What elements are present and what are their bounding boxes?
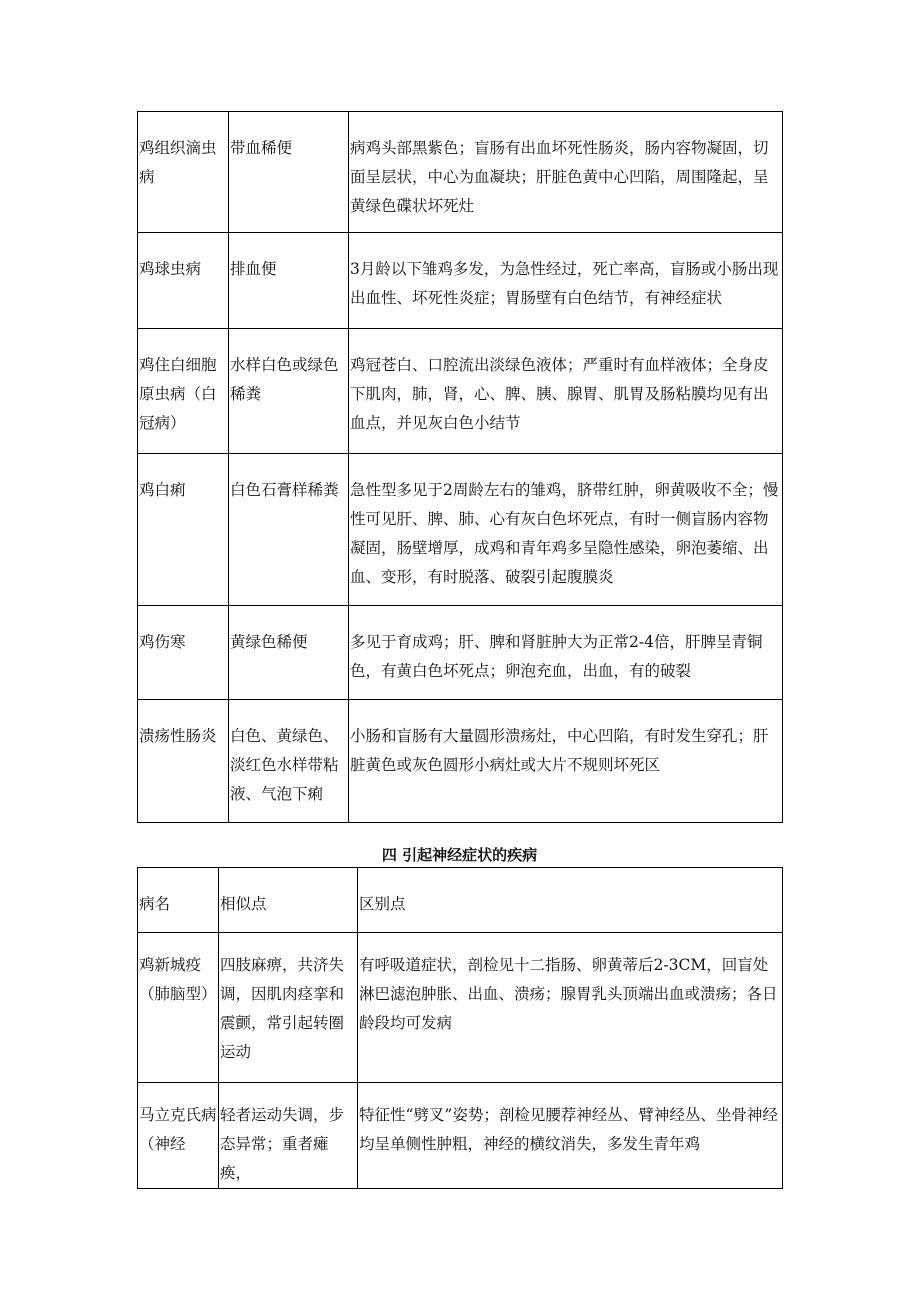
disease-name-cell: 鸡伤寒: [138, 606, 229, 700]
diarrhea-diseases-table: [137, 111, 783, 823]
table-row: [138, 233, 783, 329]
table-header-row: [138, 868, 783, 933]
table-row: [138, 329, 783, 454]
disease-name-cell: 溃疡性肠炎: [138, 700, 229, 823]
similarity-cell: 黄绿色稀便: [229, 606, 349, 700]
table-row: [138, 606, 783, 700]
table-row: [138, 454, 783, 606]
similarity-cell: 四肢麻痹，共济失调，因肌肉痉挛和震颤，常引起转圈运动: [219, 933, 358, 1083]
difference-cell: 3月龄以下雏鸡多发，为急性经过，死亡率高，盲肠或小肠出现出血性、坏死性炎症；胃肠壁有白色结节，有神经症状: [349, 233, 783, 329]
difference-cell: 有呼吸道症状，剖检见十二指肠、卵黄蒂后2-3CM，回盲处淋巴滤泡肿胀、出血、溃疡；腺胃乳头顶端出血或溃疡；各日龄段均可发病: [358, 933, 783, 1083]
disease-name-cell: 鸡白痢: [138, 454, 229, 606]
difference-cell: 急性型多见于2周龄左右的雏鸡，脐带红肿，卵黄吸收不全；慢性可见肝、脾、肺、心有灰白色坏死点，有时一侧盲肠内容物凝固，肠壁增厚，成鸡和青年鸡多呈隐性感染，卵泡萎缩、出血、变形，有时脱落、破裂引起腹膜炎: [349, 454, 783, 606]
disease-name-cell: 鸡住白细胞原虫病（白冠病）: [138, 329, 229, 454]
disease-name-cell: 鸡组织滴虫病: [138, 112, 229, 233]
difference-cell: 小肠和盲肠有大量圆形溃疡灶，中心凹陷，有时发生穿孔；肝脏黄色或灰色圆形小病灶或大片不规则坏死区: [349, 700, 783, 823]
similarity-cell: 白色、黄绿色、淡红色水样带粘液、气泡下痢: [229, 700, 349, 823]
disease-name-cell: 马立克氏病（神经: [138, 1083, 219, 1189]
similarity-cell: 排血便: [229, 233, 349, 329]
difference-cell: 病鸡头部黑紫色；盲肠有出血坏死性肠炎，肠内容物凝固，切面呈层状，中心为血凝块；肝脏色黄中心凹陷，周围隆起，呈黄绿色碟状坏死灶: [349, 112, 783, 233]
similarity-cell: 带血稀便: [229, 112, 349, 233]
difference-cell: 鸡冠苍白、口腔流出淡绿色液体；严重时有血样液体；全身皮下肌肉，肺，肾，心、脾、胰、腺胃、肌胃及肠粘膜均见有出血点，并见灰白色小结节: [349, 329, 783, 454]
table-row: [138, 933, 783, 1083]
table-row: [138, 1083, 783, 1189]
disease-name-cell: 鸡新城疫（肺脑型）: [138, 933, 219, 1083]
difference-cell: 特征性“劈叉”姿势；剖检见腰荐神经丛、臂神经丛、坐骨神经均呈单侧性肿粗，神经的横纹消失，多发生青年鸡: [358, 1083, 783, 1189]
header-similarity: 相似点: [219, 868, 358, 933]
neurological-diseases-table: [137, 867, 783, 1189]
difference-cell: 多见于育成鸡；肝、脾和肾脏肿大为正常2-4倍，肝脾呈青铜色，有黄白色坏死点；卵泡充血，出血，有的破裂: [349, 606, 783, 700]
header-disease-name: 病名: [138, 868, 219, 933]
similarity-cell: 水样白色或绿色稀粪: [229, 329, 349, 454]
section-heading: 四 引起神经症状的疾病: [381, 846, 538, 864]
similarity-cell: 轻者运动失调，步态异常；重者瘫痪，: [219, 1083, 358, 1189]
similarity-cell: 白色石膏样稀粪: [229, 454, 349, 606]
disease-name-cell: 鸡球虫病: [138, 233, 229, 329]
header-difference: 区别点: [358, 868, 783, 933]
table-row: [138, 700, 783, 823]
table-row: [138, 112, 783, 233]
